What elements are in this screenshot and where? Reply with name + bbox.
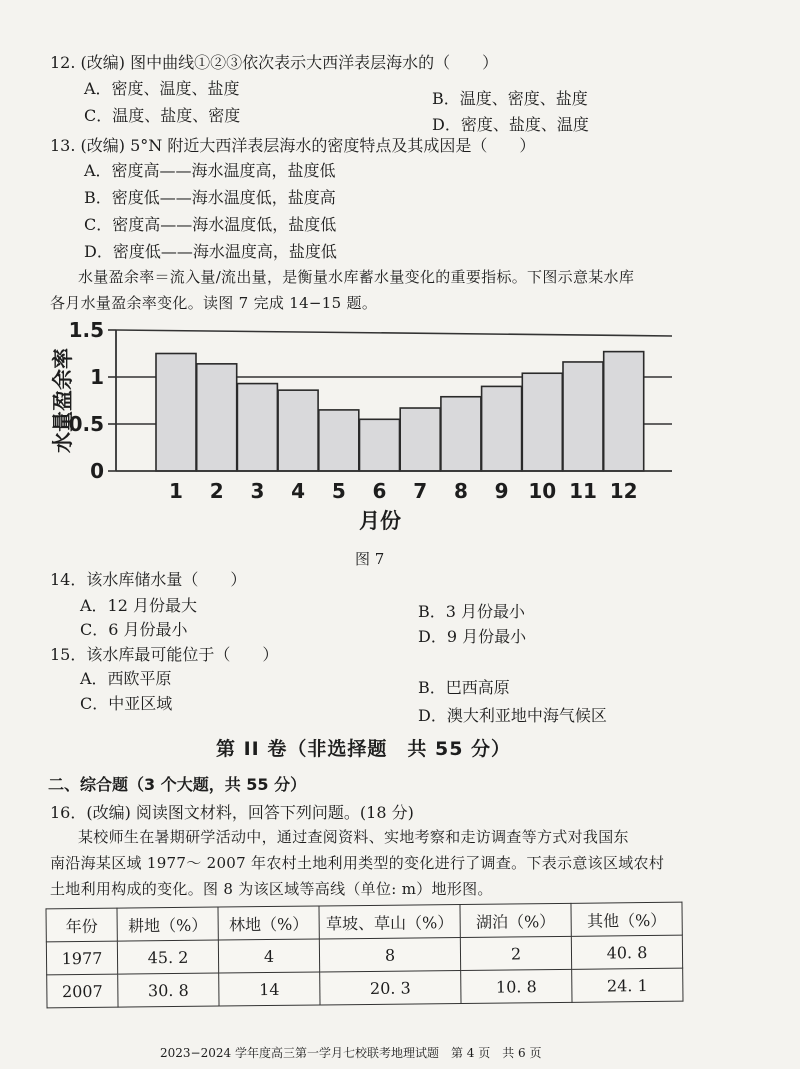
chart-bar (400, 408, 440, 471)
intro-line-1: 水量盈余率＝流入量/流出量，是衡量水库蓄水量变化的重要指标。下图示意某水库 (78, 268, 635, 286)
table-header: 其他（%） (571, 902, 682, 936)
q16-stem: 16．(改编) 阅读图文材料，回答下列问题。(18 分) (50, 803, 414, 822)
q15-option-c: C．中亚区域 (80, 694, 173, 713)
q14-option-a: A．12 月份最大 (80, 596, 198, 615)
q14-option-c: C．6 月份最小 (80, 620, 188, 639)
section2-heading: 二、综合题（3 个大题，共 55 分） (48, 775, 307, 794)
chart-bar (319, 410, 359, 471)
table-row (47, 968, 683, 1008)
chart-x-tick-label: 8 (453, 479, 468, 503)
table-cell: 45. 2 (117, 940, 218, 974)
q15-option-d: D．澳大利亚地中海气候区 (418, 706, 607, 725)
part2-title: 第 II 卷（非选择题 共 55 分） (216, 738, 512, 760)
q15-stem: 15．该水库最可能位于（ ） (50, 645, 279, 664)
q13-option-b: B．密度低——海水温度低，盐度高 (84, 188, 336, 207)
water-surplus-chart (40, 318, 680, 543)
chart-x-tick-label: 4 (291, 479, 306, 503)
q13-option-d: D．密度低——海水温度高，盐度低 (84, 242, 337, 261)
table-cell: 14 (219, 972, 320, 1006)
table-cell: 10. 8 (461, 969, 572, 1003)
table-cell: 4 (218, 939, 319, 973)
chart-bar (482, 386, 522, 471)
chart-bar (563, 362, 603, 471)
page-footer: 2023−2024 学年度高三第一学月七校联考地理试题 第 4 页 共 6 页 (160, 1046, 542, 1060)
q13-option-a: A．密度高——海水温度高，盐度低 (84, 161, 336, 180)
chart-bar (237, 384, 277, 471)
figure-caption: 图 7 (355, 550, 385, 568)
land-use-table (45, 902, 683, 1009)
q12-stem: 12. (改编) 图中曲线①②③依次表示大西洋表层海水的（ ） (50, 53, 499, 72)
chart-x-tick-label: 6 (372, 479, 387, 503)
chart-bar (156, 354, 196, 472)
q12-option-a: A．密度、温度、盐度 (84, 79, 240, 98)
chart-x-tick-label: 1 (169, 479, 183, 503)
table-header: 年份 (46, 908, 117, 942)
q14-stem: 14．该水库储水量（ ） (50, 570, 247, 589)
chart-x-tick-label: 9 (494, 479, 509, 503)
table-header: 林地（%） (218, 906, 319, 940)
q14-option-b: B．3 月份最小 (418, 602, 526, 621)
q15-option-a: A．西欧平原 (80, 669, 172, 688)
q13-option-c: C．密度高——海水温度低，盐度低 (84, 215, 337, 234)
table-cell: 2 (460, 936, 571, 970)
chart-x-tick-label: 10 (528, 479, 557, 503)
chart-y-tick-label: 1.5 (68, 318, 104, 342)
table-header: 耕地（%） (117, 907, 218, 941)
chart-bar (604, 352, 644, 471)
chart-x-tick-label: 2 (209, 479, 224, 503)
chart-y-tick-label: 0.5 (68, 412, 104, 436)
chart-x-tick-label: 11 (569, 479, 597, 503)
q16-paragraph-line-2: 南沿海某区域 1977～ 2007 年农村土地利用类型的变化进行了调查。下表示意该区域农村 (50, 854, 665, 872)
chart-bar (197, 364, 237, 471)
chart-x-tick-label: 5 (331, 479, 346, 503)
q12-option-b: B．温度、密度、盐度 (432, 89, 588, 108)
chart-bar (522, 373, 562, 471)
q12-option-c: C．温度、盐度、密度 (84, 106, 241, 125)
q15-option-b: B．巴西高原 (418, 678, 510, 697)
table-cell: 40. 8 (571, 935, 682, 969)
chart-x-tick-label: 12 (609, 479, 638, 503)
q14-option-d: D．9 月份最小 (418, 627, 527, 646)
table-cell: 1977 (46, 941, 117, 975)
table-cell: 8 (319, 937, 460, 971)
chart-y-tick-label: 0 (90, 459, 104, 483)
chart-gridline (116, 330, 672, 336)
chart-x-axis-label: 月份 (359, 509, 401, 533)
q13-stem: 13. (改编) 5°N 附近大西洋表层海水的密度特点及其成因是（ ） (50, 136, 536, 155)
table-cell: 24. 1 (572, 968, 683, 1002)
chart-bar (278, 390, 318, 471)
chart-y-axis-label: 水量盈余率 (51, 348, 75, 453)
q12-option-d: D．密度、盐度、温度 (432, 115, 589, 134)
table-cell: 20. 3 (320, 970, 461, 1004)
intro-line-2: 各月水量盈余率变化。读图 7 完成 14−15 题。 (50, 294, 378, 312)
table-cell: 2007 (47, 974, 118, 1008)
chart-x-tick-label: 3 (250, 479, 265, 503)
table-header: 草坡、草山（%） (319, 904, 460, 938)
q16-paragraph-line-1: 某校师生在暑期研学活动中，通过查阅资料、实地考察和走访调查等方式对我国东 (78, 828, 629, 846)
chart-x-tick-label: 7 (413, 479, 428, 503)
q16-paragraph-line-3: 土地利用构成的变化。图 8 为该区域等高线（单位: m）地形图。 (50, 880, 493, 898)
table-cell: 30. 8 (118, 973, 219, 1007)
chart-bar (441, 397, 481, 471)
chart-y-tick-label: 1 (90, 365, 104, 389)
chart-bar (360, 419, 400, 471)
table-header: 湖泊（%） (460, 903, 571, 937)
